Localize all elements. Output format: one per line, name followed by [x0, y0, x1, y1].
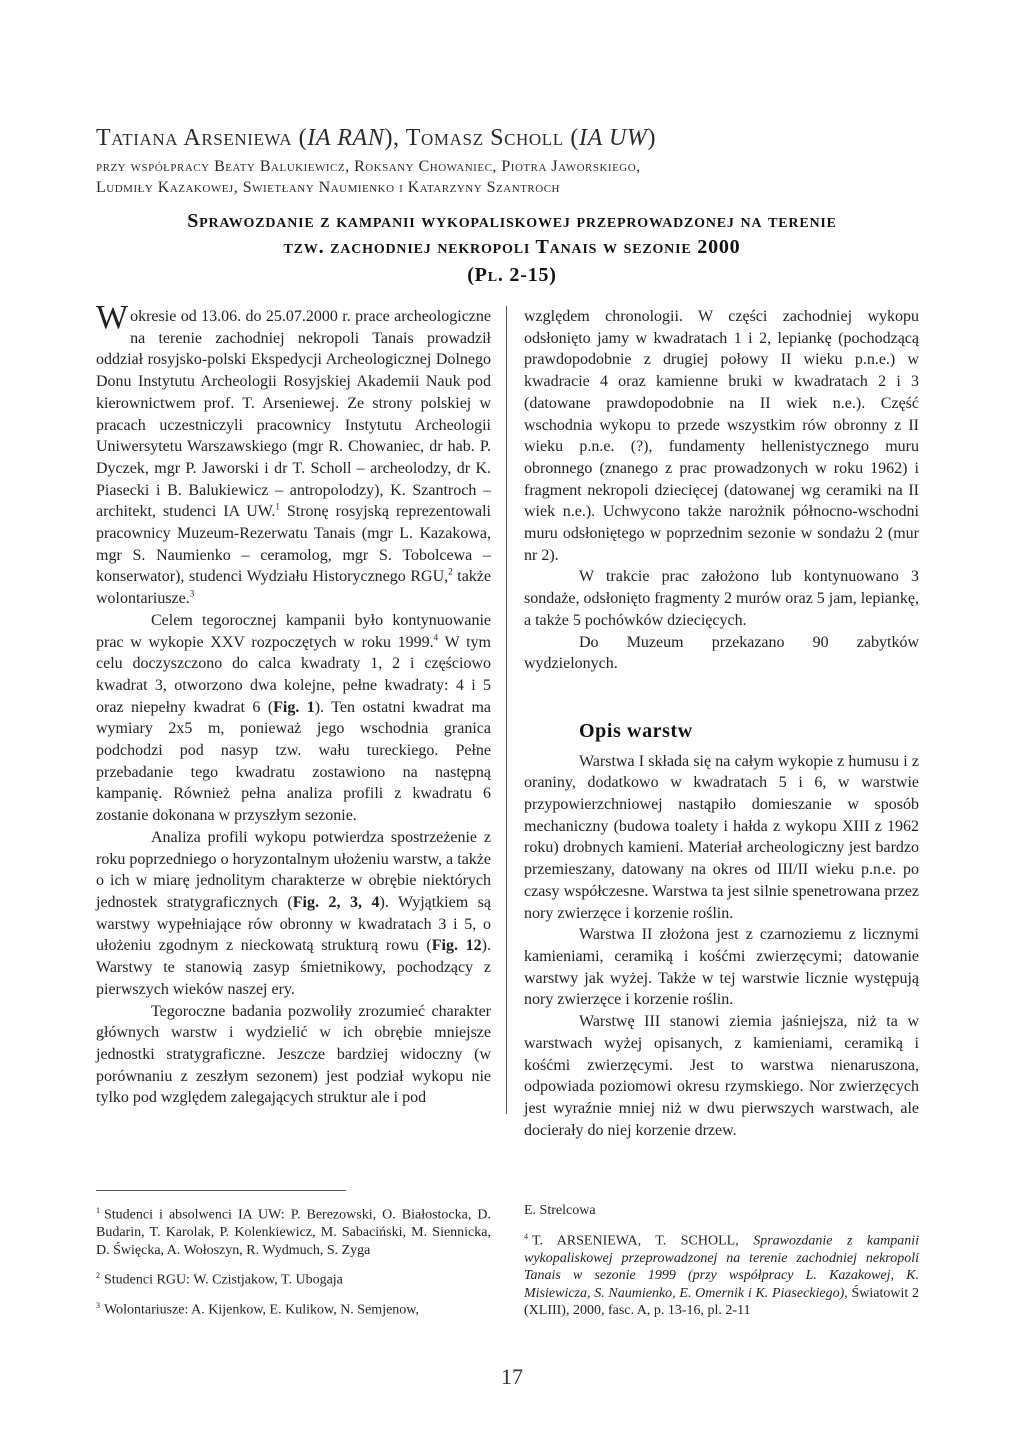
figure-ref[interactable]: Fig. 1	[273, 698, 315, 716]
section-heading: Opis warstw	[579, 719, 693, 742]
footnote: $^1$ Studenci i absolwenci IA UW: P. Berezowski, O. Białostocka, D. Budarin, T. Karolak, P. Kolenkiewicz, M. Sabaciński, M. Siennicka, D. Święcka, A. Wołoszyn, R. Wydmuch, S. Zyga	[96, 1206, 491, 1258]
right-column	[524, 306, 919, 1141]
figure-ref[interactable]: Fig. 12	[431, 937, 482, 955]
paragraph: Analiza profili wykopu potwierdza spostrzeżenie z roku poprzedniego o horyzontalnym ułożeniu warstw, a także o ich w miarę jednolitym charakterze w obrębie niektórych jednostek stratygraficznych (Fig. 2, 3, 4). Wyjątkiem są warstwy wypełniające rów obronny w kwadratach 3 i 5, o ułożeniu zgodnym z nieckowatą strukturą rowu (Fig. 12). Warstwy te stanowią zasyp śmietnikowy, pochodzący z pierwszych wieków naszej ery.	[96, 828, 492, 998]
collaborators-line-2: Ludmiły Kazakowej, Swietłany Naumienko i Katarzyny Szantroch	[96, 179, 560, 196]
footnote-continuation: E. Strelcowa	[524, 1203, 596, 1218]
drop-cap: W	[96, 299, 129, 336]
column-divider	[506, 306, 507, 1114]
article-title	[100, 208, 924, 288]
paragraph: względem chronologii. W części zachodniej wykopu odsłonięto jamy w kwadratach 1 i 2, lepiankę (pochodzącą prawdopodobnie z drugiej połowy II wieku p.n.e.) w kwadracie 4 oraz kamienne bruki w kwadratach 2 i 3 (datowane prawdopodobnie na II wiek n.e.). Część wschodnia wykopu to przede wszystkim rów obronny z II wieku p.n.e. (?), fundamenty hellenistycznego muru obronnego (znanego z prac prowadzonych w roku 1962) i fragment nekropoli dziecięcej (datowanej wg ceramiki na II wiek n.e.). Uchwycono także narożnik północno-wschodni muru odsłoniętego w poprzednim sezonie w sondażu 2 (mur nr 2).	[524, 308, 919, 564]
footnote: $^2$ Studenci RGU: W. Czistjakow, T. Ubogaja	[96, 1271, 343, 1288]
footnote: $^3$ Wolontariusze: A. Kijenkow, E. Kulikow, N. Semjenow,	[96, 1301, 419, 1318]
footnote-ref[interactable]: 3	[189, 588, 195, 599]
footnote: $^4$ T. ARSENIEWA, T. SCHOLL, Sprawozdanie z kampanii wykopaliskowej przeprowadzonej na terenie zachodniej nekropoli Tanais w sezonie 1999 (przy współpracy L. Kazakowej, K. Misiewicza, S. Naumienko, E. Omernik i K. Piaseckiego), Światowit 2 (XLIII), 2000, fasc. A, p. 13-16, pl. 2-11	[524, 1231, 919, 1319]
footnote-ref[interactable]: 4	[433, 632, 439, 643]
paragraph: Celem tegorocznej kampanii było kontynuowanie prac w wykopie XXV rozpoczętych w roku 1999.$^4$ W tym celu doczyszczono do calca kwadraty 1, 2 i częściowo kwadrat 3, otworzono dwa kolejne, pełne kwadraty: 4 i 5 oraz niepełny kwadrat 6 (Fig. 1). Ten ostatni kwadrat ma wymiary 2x5 m, ponieważ jego wschodnia granica podchodzi pod nasyp tzw. wału tureckiego. Pełne przebadanie tego kwadratu zostawiono na następną kampanię. Również pełna analiza profili z kwadratu 6 zostanie dokonana w przyszłym sezonie.	[96, 611, 492, 825]
footnotes-right	[524, 1202, 919, 1328]
paragraph: W trakcie prac założono lub kontynuowano 3 sondaże, odsłonięto fragmenty 2 murów oraz 5 jam, lepiankę, a także 5 pochówków dziecięcych.	[524, 568, 919, 629]
author-1-affiliation: IA RAN	[307, 125, 385, 151]
paragraph: Tegoroczne badania pozwoliły zrozumieć charakter głównych warstw i wydzielić w ich obrębie mniejsze jednostki stratygraficzne. Jeszcze bardziej widoczny (w porównaniu z zeszłym sezonem) jest podział wykopu nie tylko pod względem zalegających struktur ale i pod	[96, 1002, 491, 1107]
footnote-rule	[96, 1190, 346, 1191]
paragraph: Warstwa II złożona jest z czarnoziemu z licznymi kamieniami, ceramiką i kośćmi zwierzęcymi; datowanie warstwy jak wyżej. Także w tej warstwie licznie występują nory zwierzęce i korzenie roślin.	[524, 926, 919, 1009]
paragraph: Do Muzeum przekazano 90 zabytków wydzielonych.	[524, 633, 919, 673]
author-1-name: Tatiana Arseniewa	[96, 125, 293, 151]
footnotes-left	[96, 1202, 491, 1327]
author-2-affiliation: IA UW	[578, 125, 648, 151]
footnote-ref[interactable]: 1	[275, 502, 280, 512]
title-plates-reference: (Pl. 2-15)	[467, 264, 557, 286]
paragraph: Warstwę III stanowi ziemia jaśniejsza, niż ta w warstwach wyżej opisanych, z kamieniami, ceramiką i kośćmi zwierzęcymi. Jest to warstwa nienaruszona, odpowiada poziomowi okresu rzymskiego. Nor zwierzęcych jest wyraźnie mniej niż w dwu pierwszych warstwach, ale docierały do niej korzenie drzew.	[524, 1013, 919, 1139]
paragraph: W okresie od 13.06. do 25.07.2000 r. prace archeologiczne na terenie zachodniej nekropoli Tanais prowadził oddział rosyjsko-polski Ekspedycji Archeologicznej Dolnego Donu Instytutu Archeologii Rosyjskiej Akademii Nauk pod kierownictwem prof. T. Arseniewej. Ze strony polskiej w pracach uczestniczyli pracownicy Instytutu Archeologii Uniwersytetu Warszawskiego (mgr R. Chowaniec, dr hab. P. Dyczek, mgr P. Jaworski i dr T. Scholl – archeolodzy, dr K. Piasecki i B. Balukiewicz – antropolodzy), K. Szantroch – architekt, studenci IA UW.$^1$ Stronę rosyjską reprezentowali pracownicy Muzeum-Rezerwatu Tanais (mgr L. Kazakowa, mgr S. Naumienko – ceramolog, mgr S. Tobolcewa – konserwator), studenci Wydziału Historycznego RGU,$^2$ także wolontariusze.$^3$	[96, 299, 492, 608]
collaborators-line-1: przy współpracy Beaty Balukiewicz, Roksany Chowaniec, Piotra Jaworskiego,	[96, 158, 641, 175]
figure-ref[interactable]: Fig. 2, 3, 4	[292, 893, 380, 911]
title-line-1: Sprawozdanie z kampanii wykopaliskowej przeprowadzonej na terenie	[187, 210, 837, 232]
title-line-2: tzw. zachodniej nekropoli Tanais w sezonie 2000	[283, 236, 741, 258]
collaborators	[96, 156, 936, 198]
footnote-ref[interactable]: 2	[448, 567, 453, 578]
author-line: Tatiana Arseniewa (IA RAN), Tomasz Scholl (IA UW)	[96, 125, 657, 151]
page-number: 17	[501, 1364, 523, 1389]
left-column	[96, 299, 492, 1109]
paragraph: Warstwa I składa się na całym wykopie z humusu i z oraniny, dodatkowo w kwadratach 5 i 6, w warstwie przypowierzchniowej nastąpiło domieszanie w sposób mechaniczny (budowa toalety i hałda z wykopu XIII z 1962 roku) drobnych kamieni. Materiał archeologiczny jest bardzo przemieszany, datowany na okres od III/II wieku p.n.e. po czasy współczesne. Warstwa ta jest silnie spenetrowana przez nory zwierzęce i korzenie roślin.	[524, 752, 919, 922]
author-2-name: Tomasz Scholl	[405, 125, 564, 151]
